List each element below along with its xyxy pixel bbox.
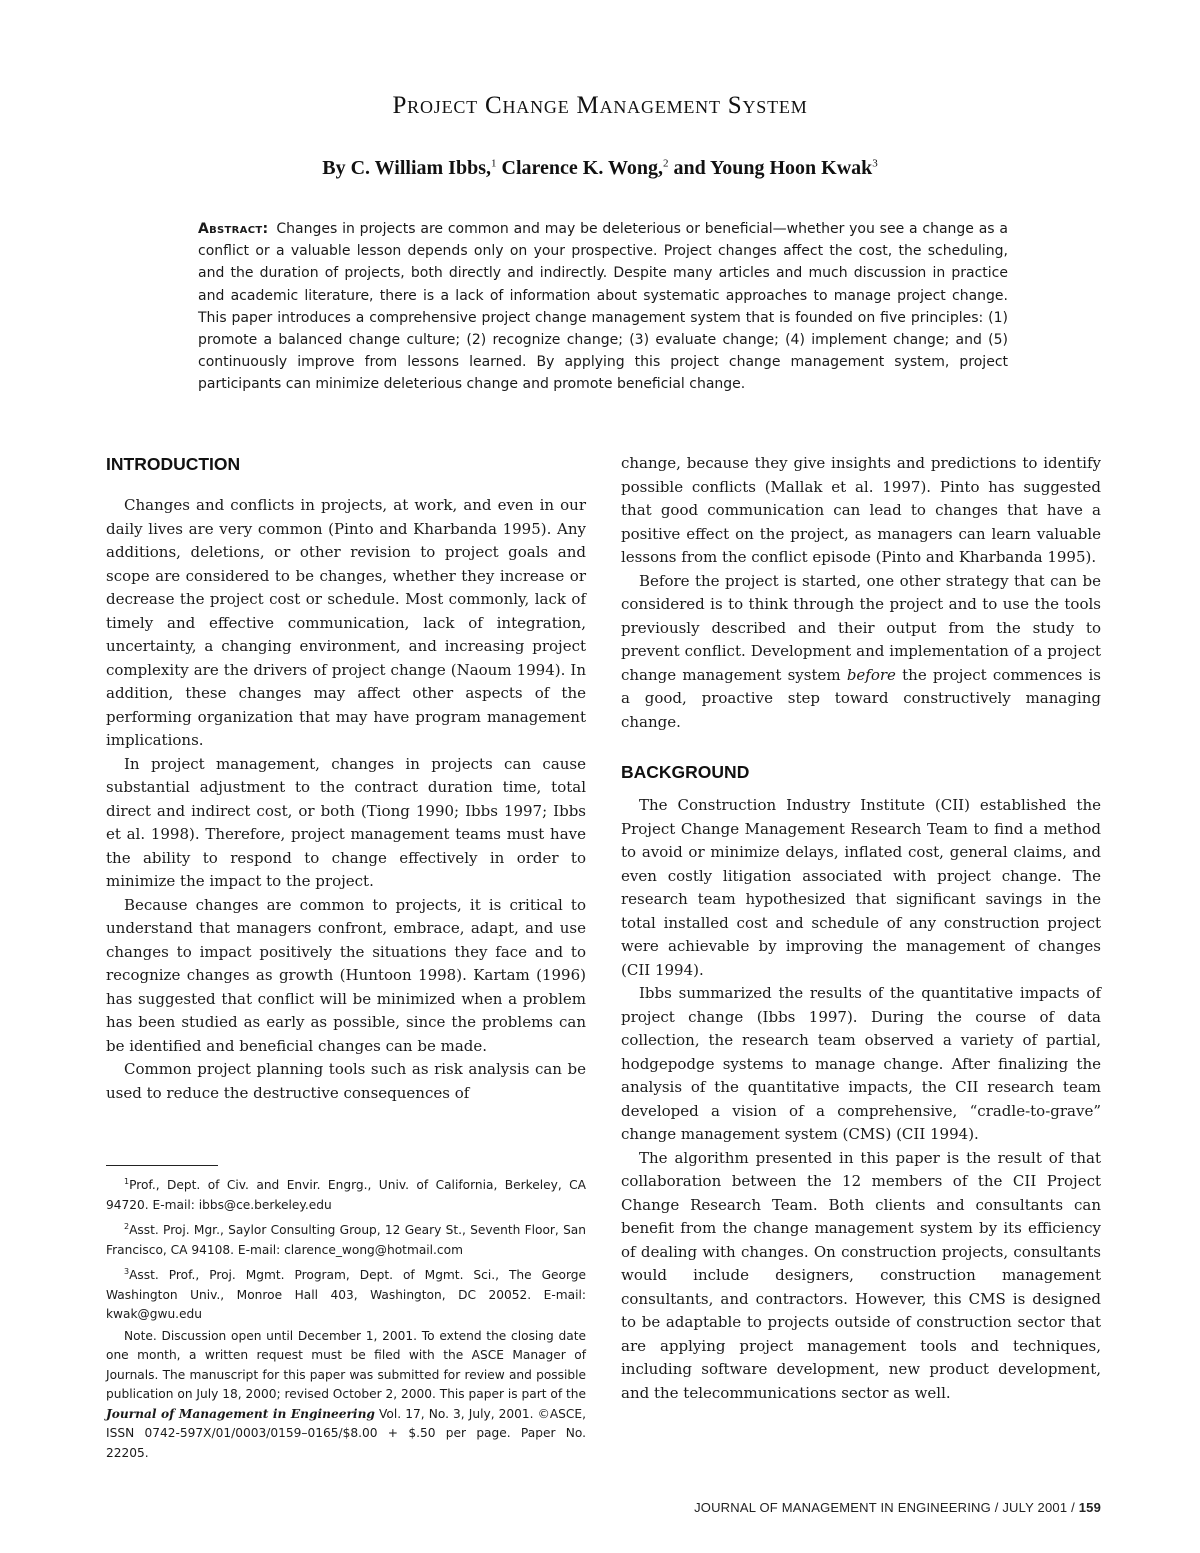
abstract xyxy=(198,218,1008,396)
footnote-2-mark: 2 xyxy=(124,1222,130,1232)
intro-paragraph-1: Changes and conflicts in projects, at work, and even in our daily lives are very common (Pinto and Kharbanda 1995). Any additions, deletions, or other revision to project goals and scope are considered to be changes, whether they increase or decrease the project cost or schedule. Most commonly, lack of timely and effective communication, lack of integration, uncertainty, a changing environment, and increasing project complexity are the drivers of project change (Naoum 1994). In addition, these changes may affect other aspects of the performing organization that may have program management implications. xyxy=(106,496,586,749)
footnote-rule xyxy=(106,1165,218,1166)
footnote-2 xyxy=(106,1217,586,1260)
intro-p5-emphasis: before xyxy=(846,665,896,684)
background-paragraph-1: The Construction Industry Institute (CII) established the Project Change Management Research Team to find a method to avoid or minimize delays, inflated cost, general claims, and even costly litigation associated with project change. The research team hypothesized that significant savings in the total installed cost and schedule of any construction project were achievable by improving the management of changes (CII 1994). xyxy=(621,796,1101,979)
background-paragraph-3: The algorithm presented in this paper is the result of that collaboration between the 12 members of the CII Project Change Research Team. Both clients and consultants can benefit from the change management system by its efficiency of dealing with changes. On construction projects, consultants would include designers, construction management consultants, and contractors. However, this CMS is designed to be adaptable to projects outside of construction sector that are applying project management tools and techniques, including software development, new product development, and the telecommunications sector as well. xyxy=(621,1148,1101,1402)
introduction-heading: INTRODUCTION xyxy=(106,454,241,474)
footnote-1 xyxy=(106,1172,586,1215)
paper-title: Project Change Management System xyxy=(392,92,808,119)
author-prefix: By xyxy=(322,157,351,179)
background-paragraph-2: Ibbs summarized the results of the quantitative impacts of project change (Ibbs 1997). During the course of data collection, the research team observed a variety of partial, hodgepodge systems to manage change. After finalizing the analysis of the quantitative impacts, the CII research team developed a vision of a comprehensive, “cradle-to-grave” change management system (CMS) (CII 1994). xyxy=(621,984,1101,1143)
discussion-note xyxy=(106,1327,586,1464)
running-footer xyxy=(621,1500,1101,1515)
abstract-text: Changes in projects are common and may be deleterious or beneficial—whether you see a change as a conflict or a valuable lesson depends only on your prospective. Project changes affect the cost, the scheduling, and the duration of projects, both directly and indirectly. Despite many articles and much discussion in practice and academic literature, there is a lack of information about systematic approaches to manage project change. This paper introduces a comprehensive project change management system that is founded on five principles: (1) promote a balanced change culture; (2) recognize change; (3) evaluate change; (4) implement change; and (5) continuously improve from lessons learned. By applying this project change management system, project participants can minimize deleterious change and promote beneficial change. xyxy=(198,221,1008,393)
intro-paragraph-4-continued: change, because they give insights and predictions to identify possible conflicts (Mallak et al. 1997). Pinto has suggested that good communication can lead to changes that have a positive effect on the project, as managers can learn valuable lessons from the conflict episode (Pinto and Kharbanda 1995). xyxy=(621,454,1101,566)
intro-paragraph-3: Because changes are common to projects, it is critical to understand that managers confront, embrace, adapt, and use changes to impact positively the situations they face and to recognize changes as growth (Huntoon 1998). Kartam (1996) has suggested that conflict will be minimized when a problem has been studied as early as possible, since the problems can be identified and beneficial changes can be made. xyxy=(106,895,586,1055)
intro-p5-part-b: the project commences is a good, proactive step toward constructively managing change. xyxy=(621,665,1101,731)
page-number: 159 xyxy=(1078,1500,1101,1515)
footnotes xyxy=(106,1172,586,1465)
footnote-3 xyxy=(106,1262,586,1325)
note-journal-title: Journal of Management in Engineering xyxy=(106,1406,375,1421)
intro-paragraph-5 xyxy=(621,570,1101,735)
left-column xyxy=(106,452,586,1105)
intro-p5-part-a: Before the project is started, one other strategy that can be considered is to think through the project and to use the tools previously described and their output from the study to prevent conflict. Development and implementation of a project change management system xyxy=(621,571,1101,684)
author-mark-3: 3 xyxy=(872,157,878,170)
author-kwak: and Young Hoon Kwak xyxy=(668,157,873,179)
intro-paragraph-4: Common project planning tools such as risk analysis can be used to reduce the destructive consequences of xyxy=(106,1060,586,1102)
abstract-label: Abstract: xyxy=(198,221,269,237)
author-ibbs: C. William Ibbs, xyxy=(350,157,491,179)
footnote-1-text: Prof., Dept. of Civ. and Envir. Engrg., Univ. of California, Berkeley, CA 94720. E-mail: ibbs@ce.berkeley.edu xyxy=(106,1178,586,1212)
note-text-b: Vol. 17, No. 3, July, 2001. ©ASCE, ISSN 0742-597X/01/0003/0159–0165/$8.00 + $.50 per page. Paper No. 22205. xyxy=(106,1406,586,1460)
author-line xyxy=(0,157,1200,180)
author-wong: Clarence K. Wong, xyxy=(496,157,663,179)
right-column xyxy=(621,452,1101,1405)
footnote-1-mark: 1 xyxy=(124,1177,130,1186)
note-text-a: Note. Discussion open until December 1, 2001. To extend the closing date one month, a written request must be filed with the ASCE Manager of Journals. The manuscript for this paper was submitted for review and possible publication on July 18, 2000; revised October 2, 2000. This paper is part of the xyxy=(106,1328,586,1402)
running-footer-text: JOURNAL OF MANAGEMENT IN ENGINEERING / JULY 2001 / xyxy=(694,1500,1079,1515)
background-heading: BACKGROUND xyxy=(621,762,750,782)
footnote-2-text: Asst. Proj. Mgr., Saylor Consulting Group, 12 Geary St., Seventh Floor, San Francisco, CA 94108. E-mail: clarence_wong@hotmail.com xyxy=(106,1223,586,1257)
footnote-3-mark: 3 xyxy=(124,1267,130,1277)
intro-paragraph-2: In project management, changes in projects can cause substantial adjustment to the contract duration time, total direct and indirect cost, or both (Tiong 1990; Ibbs 1997; Ibbs et al. 1998). Therefore, project management teams must have the ability to respond to change effectively in order to minimize the impact to the project. xyxy=(106,754,586,890)
author-mark-1: 1 xyxy=(491,157,497,170)
footnote-3-text: Asst. Prof., Proj. Mgmt. Program, Dept. of Mgmt. Sci., The George Washington Univ., Monroe Hall 403, Washington, DC 20052. E-mail: kwak@gwu.edu xyxy=(106,1268,586,1322)
author-mark-2: 2 xyxy=(662,157,669,170)
